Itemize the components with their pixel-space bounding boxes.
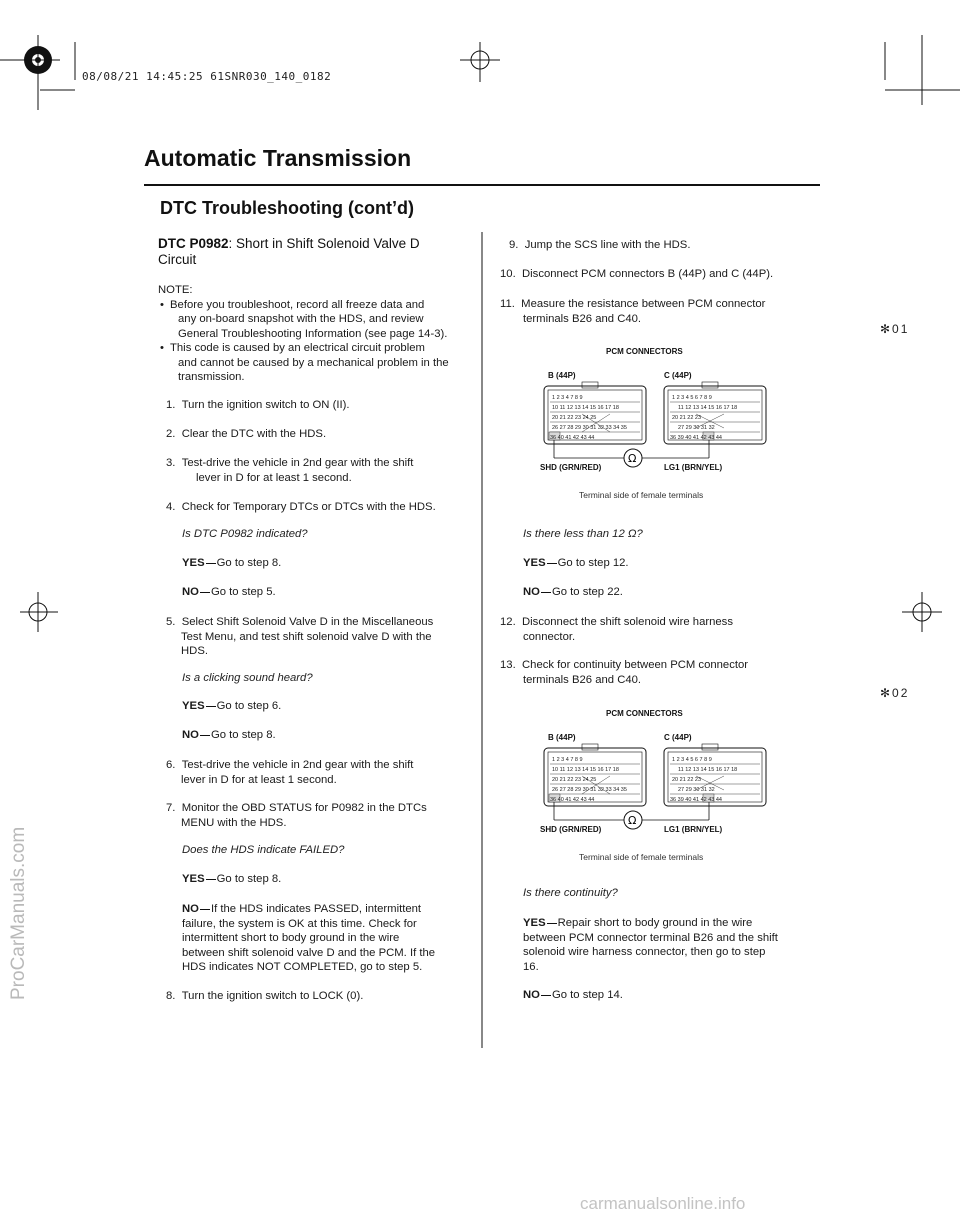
question-4: Is DTC P0982 indicated? xyxy=(182,528,308,540)
svg-text:26 27 28 29 30 31 32 33 34 35: 26 27 28 29 30 31 32 33 34 35 xyxy=(552,787,627,793)
svg-text:36 40 41 42 43 44: 36 40 41 42 43 44 xyxy=(550,797,595,803)
svg-text:27 29 30 31 32: 27 29 30 31 32 xyxy=(678,425,715,431)
svg-text:11 12 13 14 15 16 17 18: 11 12 13 14 15 16 17 18 xyxy=(678,767,738,773)
question-13: Is there continuity? xyxy=(523,887,618,899)
answer-no-block: NO If the HDS indicates PASSED, intermittent failure, the system is OK at this time. Check for intermittent short to body ground in the wire between shift solenoid valve D and the PCM. If the HDS indicates NOT COMPLETED, go to step 5. xyxy=(182,903,436,973)
svg-text:27 29 30 31 32: 27 29 30 31 32 xyxy=(678,787,715,793)
ohmmeter-symbol: Ω xyxy=(628,452,637,465)
answer-no: NO Go to step 14. xyxy=(523,989,623,1001)
answer-yes: YES Go to step 8. xyxy=(182,557,282,569)
connector-b-label: B (44P) xyxy=(548,371,576,380)
step-10: 10. Disconnect PCM connectors B (44P) and C (44P). xyxy=(500,268,774,280)
answer-yes: YES Go to step 8. xyxy=(182,873,282,885)
connector-diagram-1 xyxy=(520,340,820,510)
svg-text:20 21 22 23: 20 21 22 23 xyxy=(672,777,702,783)
connector-diagram-svg xyxy=(520,702,820,872)
question-7: Does the HDS indicate FAILED? xyxy=(182,844,345,856)
dtc-desc: : Short in Shift Solenoid Valve D xyxy=(228,236,420,251)
wire-c-label: LG1 (BRN/YEL) xyxy=(664,825,723,834)
answer-yes-block: YES Repair short to body ground in the wire between PCM connector terminal B26 and the shift solenoid wire harness connector, then go to step 16. xyxy=(523,917,778,973)
side-watermark: ProCarManuals.com xyxy=(8,826,29,1000)
question-5: Is a clicking sound heard? xyxy=(182,672,313,684)
connector-diagram-2 xyxy=(520,702,820,872)
note-line: any on-board snapshot with the HDS, and review xyxy=(178,313,424,325)
step-12: 12. Disconnect the shift solenoid wire harness connector. xyxy=(500,616,733,643)
step-1: 1. Turn the ignition switch to ON (II). xyxy=(166,399,350,411)
answer-no: NO Go to step 8. xyxy=(182,729,276,741)
svg-text:26 27 28 29 30 31 32 33 34 35: 26 27 28 29 30 31 32 33 34 35 xyxy=(552,425,627,431)
question-11: Is there less than 12 Ω? xyxy=(523,528,643,540)
note-line: This code is caused by an electrical circuit problem xyxy=(170,342,425,354)
svg-text:10 11 12 13 14 15 16 17 18: 10 11 12 13 14 15 16 17 18 xyxy=(552,767,619,773)
note-line: and cannot be caused by a mechanical problem in the xyxy=(178,356,449,369)
connector-c-label: C (44P) xyxy=(664,371,692,380)
step-7: 7. Monitor the OBD STATUS for P0982 in the DTCs MENU with the HDS. xyxy=(166,802,427,829)
step-3: 3. Test-drive the vehicle in 2nd gear with the shift lever in D for at least 1 second. xyxy=(166,457,414,484)
step-9: 9. Jump the SCS line with the HDS. xyxy=(509,239,691,251)
connector-c-label: C (44P) xyxy=(664,733,692,742)
dtc-code: DTC P0982 xyxy=(158,236,229,251)
diagram-title: PCM CONNECTORS xyxy=(606,347,683,356)
svg-text:1 2 3 4 5 6 7 8 9: 1 2 3 4 5 6 7 8 9 xyxy=(672,395,712,401)
dtc-heading xyxy=(158,236,420,268)
note-block: NOTE: • Before you troubleshoot, record all freeze data and any on-board snapshot with the HDS, and review General Troubleshooting Information (see page 14-3). • This code is caused by an electrical circuit problem and cannot be caused by a mechanical problem in the transmission. xyxy=(158,283,478,385)
note-line: General Troubleshooting Information (see page 14-3). xyxy=(178,327,448,340)
connector-c xyxy=(664,382,766,444)
marker-1: ✻01 xyxy=(880,322,910,336)
connector-b xyxy=(544,382,646,444)
answer-yes: YES Go to step 12. xyxy=(523,557,629,569)
svg-text:36 39 40 41 42 43 44: 36 39 40 41 42 43 44 xyxy=(670,435,722,441)
ohmmeter-symbol: Ω xyxy=(628,814,637,827)
diagram-caption-2: Terminal side of female terminals xyxy=(579,852,704,862)
svg-text:1 2 3 4 5 6 7 8 9: 1 2 3 4 5 6 7 8 9 xyxy=(672,757,712,763)
wire-b-label: SHD (GRN/RED) xyxy=(540,463,602,472)
answer-no: NO Go to step 22. xyxy=(523,586,623,598)
step-11: 11. Measure the resistance between PCM connector terminals B26 and C40. xyxy=(500,298,766,325)
step-2: 2. Clear the DTC with the HDS. xyxy=(166,428,327,440)
diagram-caption-1: Terminal side of female terminals xyxy=(579,490,704,500)
bottom-watermark: carmanualsonline.info xyxy=(580,1194,746,1213)
svg-text:10 11 12 13 14 15 16 17 18: 10 11 12 13 14 15 16 17 18 xyxy=(552,405,619,411)
answer-yes: YES Go to step 6. xyxy=(182,700,282,712)
svg-text:11 12 13 14 15 16 17 18: 11 12 13 14 15 16 17 18 xyxy=(678,405,738,411)
connector-diagram-svg xyxy=(520,340,820,510)
svg-text:1 2 3 4 7 8 9: 1 2 3 4 7 8 9 xyxy=(552,395,583,401)
answer-no: NO Go to step 5. xyxy=(182,586,276,598)
connector-c xyxy=(664,744,766,806)
dtc-desc-cont: Circuit xyxy=(158,252,197,267)
section-title: DTC Troubleshooting (cont’d) xyxy=(160,198,414,218)
svg-text:1 2 3 4 7 8 9: 1 2 3 4 7 8 9 xyxy=(552,757,583,763)
step-5: 5. Select Shift Solenoid Valve D in the Miscellaneous Test Menu, and test shift solenoid valve D with the HDS. xyxy=(166,616,434,657)
wire-c-label: LG1 (BRN/YEL) xyxy=(664,463,723,472)
svg-text:20 21 22 23 24 25: 20 21 22 23 24 25 xyxy=(552,777,597,783)
connector-b-label: B (44P) xyxy=(548,733,576,742)
note-label: NOTE: xyxy=(158,284,193,296)
step-6: 6. Test-drive the vehicle in 2nd gear with the shift lever in D for at least 1 second. xyxy=(166,759,414,786)
svg-text:36 40 41 42 43 44: 36 40 41 42 43 44 xyxy=(550,435,595,441)
step-4: 4. Check for Temporary DTCs or DTCs with the HDS. xyxy=(166,501,436,513)
print-stamp: 08/08/21 14:45:25 61SNR030_140_0182 xyxy=(82,70,332,83)
marker-2: ✻02 xyxy=(880,686,910,700)
step-8: 8. Turn the ignition switch to LOCK (0). xyxy=(166,990,364,1002)
diagram-title: PCM CONNECTORS xyxy=(606,709,683,718)
svg-text:36 39 40 41 42 43 44: 36 39 40 41 42 43 44 xyxy=(670,797,722,803)
note-line: Before you troubleshoot, record all freeze data and xyxy=(170,298,425,311)
connector-b xyxy=(544,744,646,806)
page-title: Automatic Transmission xyxy=(144,145,412,171)
wire-b-label: SHD (GRN/RED) xyxy=(540,825,602,834)
note-line: transmission. xyxy=(178,371,245,383)
step-13: 13. Check for continuity between PCM connector terminals B26 and C40. xyxy=(500,659,749,686)
svg-text:20 21 22 23: 20 21 22 23 xyxy=(672,415,702,421)
svg-text:20 21 22 23 24 25: 20 21 22 23 24 25 xyxy=(552,415,597,421)
